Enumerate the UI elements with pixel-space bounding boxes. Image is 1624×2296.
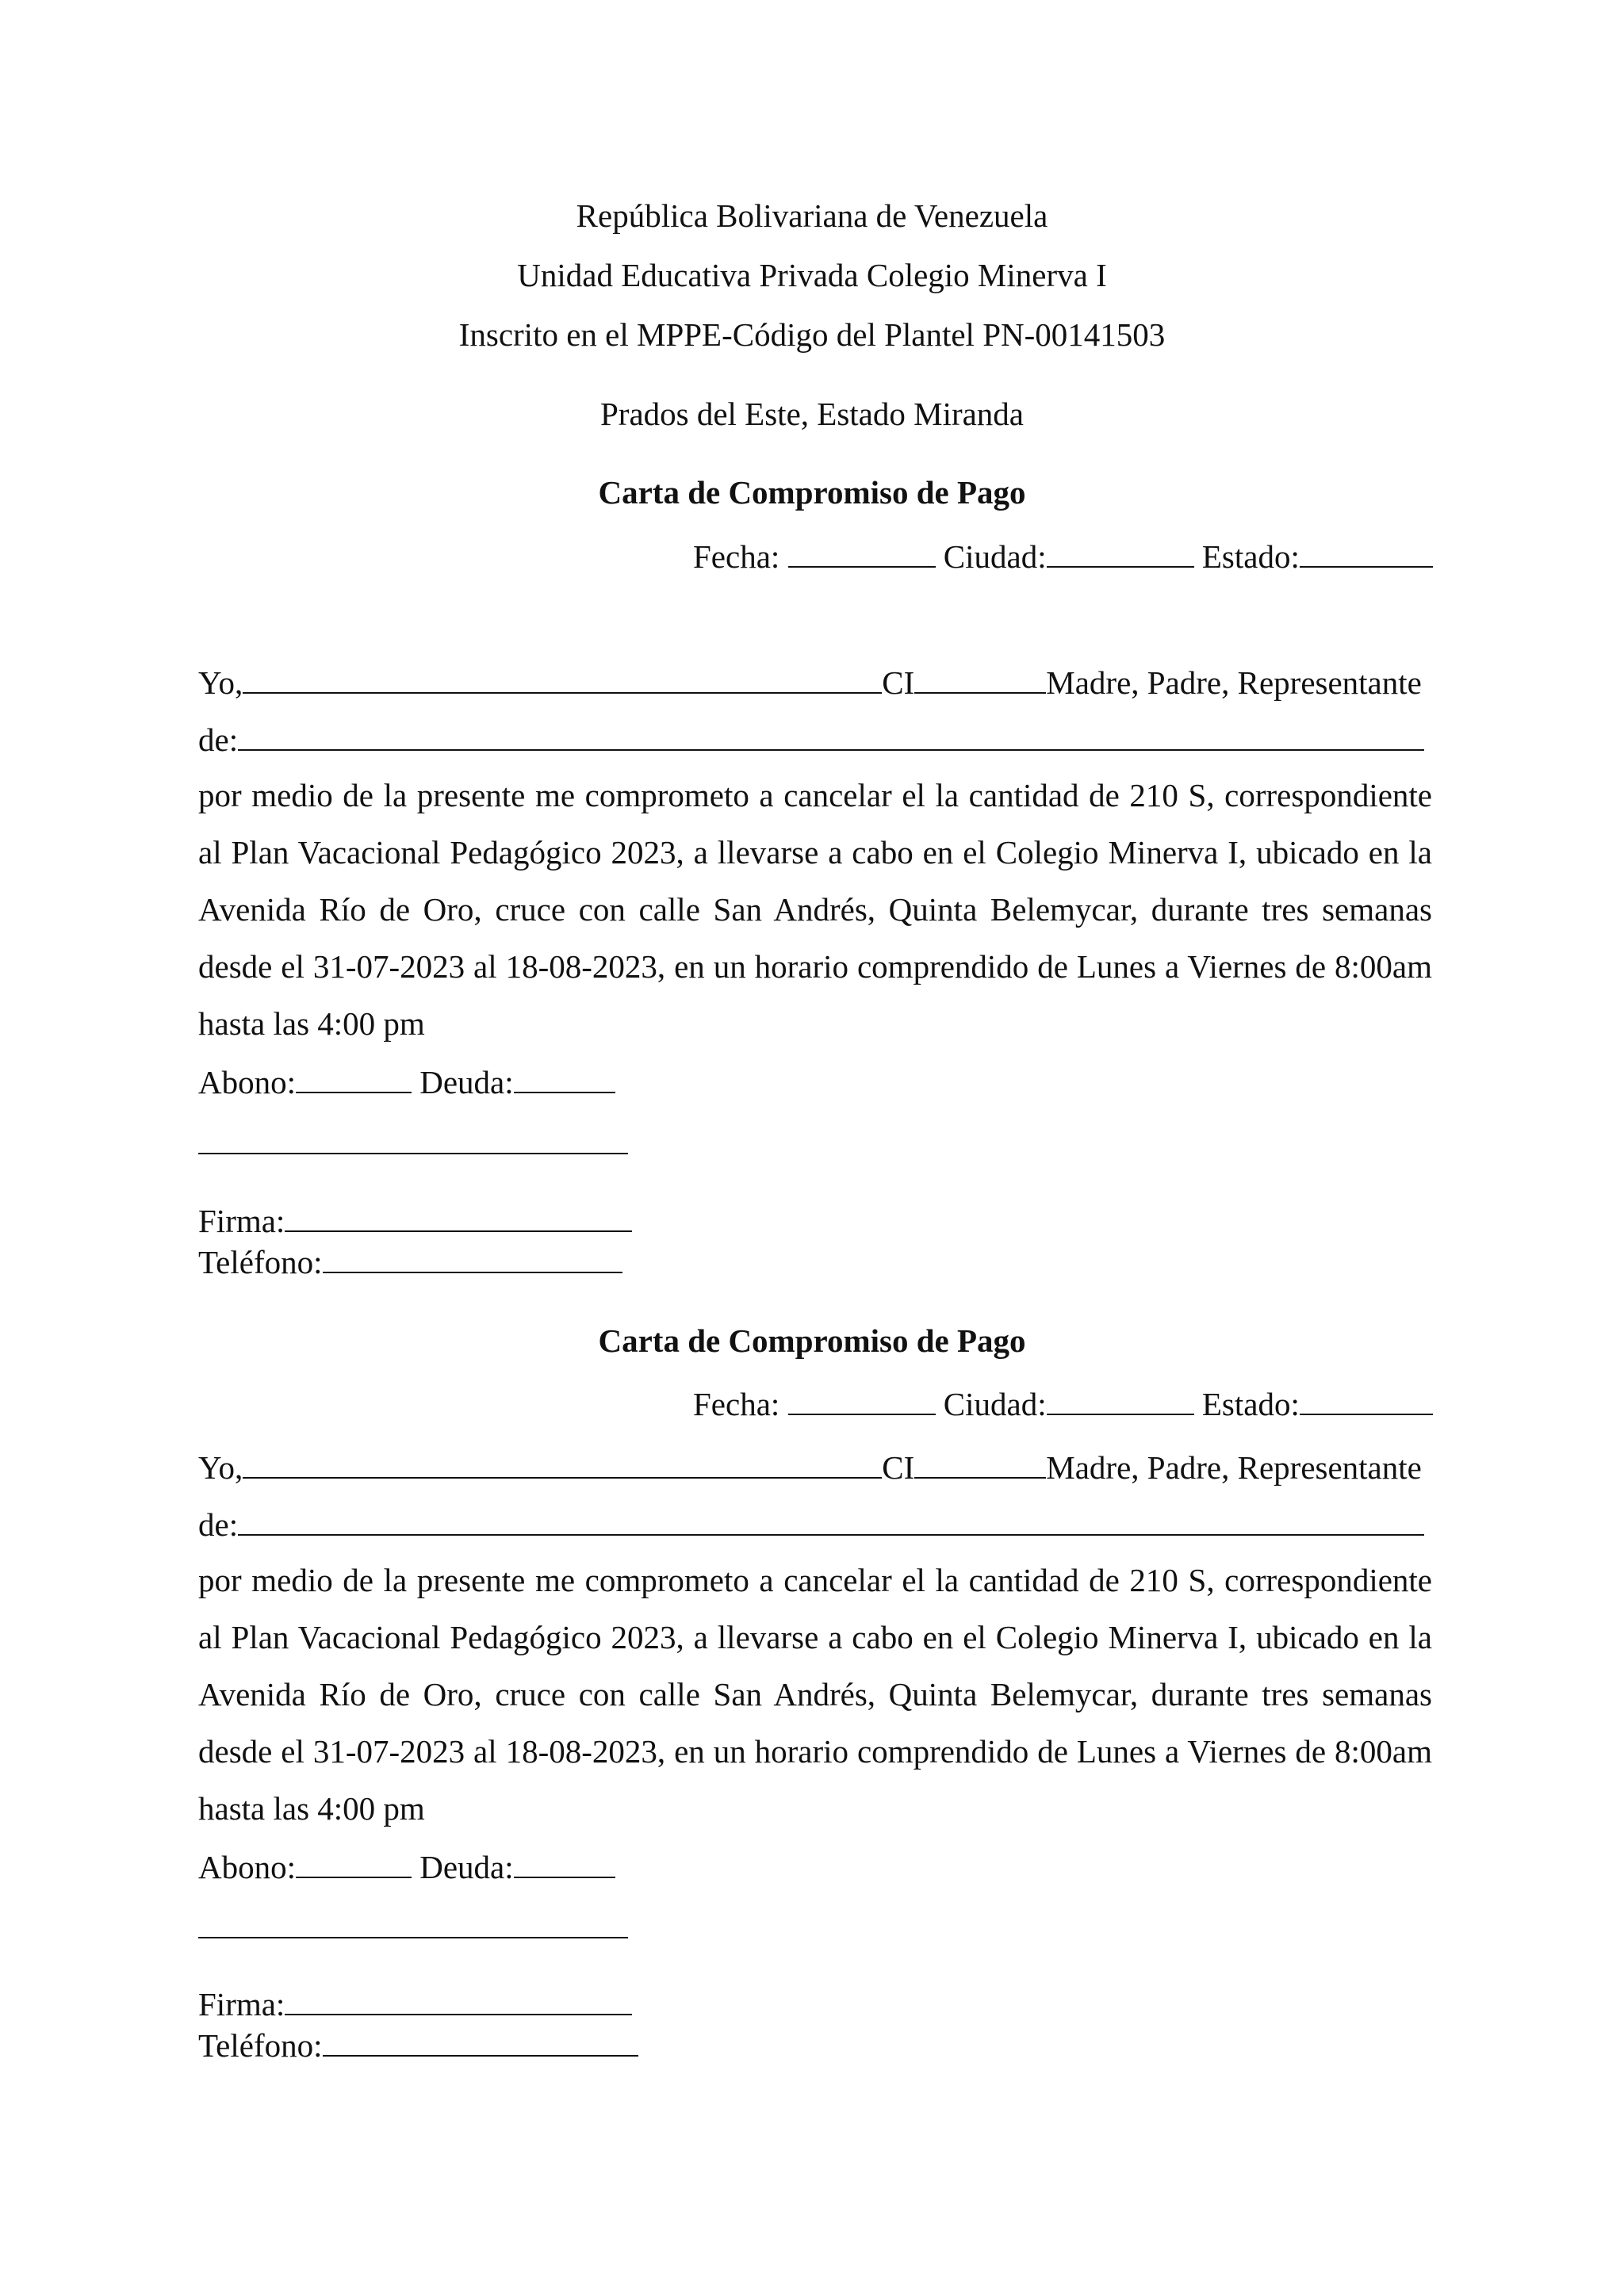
header-country: República Bolivariana de Venezuela: [576, 197, 1048, 234]
firma-blank[interactable]: [285, 1987, 632, 2015]
telefono-blank[interactable]: [323, 1245, 622, 1273]
fecha-label: Fecha:: [693, 1386, 780, 1422]
firma-blank[interactable]: [285, 1203, 632, 1232]
yo-row: [198, 665, 1422, 699]
estado-blank[interactable]: [1300, 1387, 1433, 1415]
ci-blank[interactable]: [914, 1450, 1046, 1479]
body-line: desde el 31-07-2023 al 18-08-2023, en un horario comprendido de Lunes a Viernes de 8:00am: [198, 948, 1432, 985]
ciudad-blank[interactable]: [1047, 1387, 1194, 1415]
student-blank[interactable]: [238, 722, 1424, 751]
name-blank[interactable]: [243, 1450, 882, 1479]
firma-row: [198, 1987, 632, 2021]
abono-deuda-row: [198, 1850, 615, 1884]
relation-label: Madre, Padre, Representante: [1046, 664, 1422, 701]
name-blank[interactable]: [243, 665, 882, 694]
telefono-row: [198, 2028, 638, 2062]
estado-blank[interactable]: [1300, 539, 1433, 568]
fecha-label: Fecha:: [693, 538, 780, 575]
de-label: de:: [198, 721, 239, 758]
yo-label: Yo,: [198, 1449, 243, 1486]
body-line: por medio de la presente me comprometo a cancelar el la cantidad de 210 S, correspondiente: [198, 1562, 1432, 1598]
header-location: Prados del Este, Estado Miranda: [599, 396, 1025, 432]
ci-blank[interactable]: [914, 665, 1046, 694]
student-blank[interactable]: [238, 1507, 1424, 1536]
de-row: [198, 722, 1424, 756]
de-row: [198, 1507, 1424, 1541]
deuda-label: Deuda:: [419, 1849, 514, 1885]
firma-label: Firma:: [198, 1203, 285, 1239]
form-title: Carta de Compromiso de Pago: [598, 1322, 1026, 1359]
header-school: Unidad Educativa Privada Colegio Minerva I: [517, 257, 1107, 293]
body-line: Avenida Río de Oro, cruce con calle San Andrés, Quinta Belemycar, durante tres semanas: [198, 1676, 1432, 1712]
body-line: hasta las 4:00 pm: [198, 1790, 425, 1827]
ciudad-blank[interactable]: [1047, 539, 1194, 568]
body-line: al Plan Vacacional Pedagógico 2023, a llevarse a cabo en el Colegio Minerva I, ubicado en la: [198, 1619, 1432, 1655]
abono-blank[interactable]: [296, 1065, 412, 1093]
signature-line[interactable]: [198, 1153, 628, 1154]
telefono-label: Teléfono:: [198, 2027, 323, 2064]
ci-label: CI: [882, 664, 915, 701]
fecha-blank[interactable]: [788, 1387, 936, 1415]
date-city-state-row: [693, 1387, 1433, 1421]
estado-label: Estado:: [1201, 1386, 1300, 1422]
ciudad-label: Ciudad:: [943, 1386, 1047, 1422]
firma-label: Firma:: [198, 1986, 285, 2022]
form-title: Carta de Compromiso de Pago: [598, 474, 1026, 511]
header-registration: Inscrito en el MPPE-Código del Plantel PN-00141503: [458, 316, 1166, 353]
body-line: desde el 31-07-2023 al 18-08-2023, en un horario comprendido de Lunes a Viernes de 8:00am: [198, 1733, 1432, 1770]
deuda-blank[interactable]: [514, 1065, 615, 1093]
signature-line[interactable]: [198, 1937, 628, 1938]
yo-label: Yo,: [198, 664, 243, 701]
yo-row: [198, 1450, 1422, 1484]
telefono-blank[interactable]: [323, 2028, 638, 2057]
body-line: al Plan Vacacional Pedagógico 2023, a llevarse a cabo en el Colegio Minerva I, ubicado en la: [198, 834, 1432, 871]
abono-label: Abono:: [198, 1064, 296, 1100]
deuda-label: Deuda:: [419, 1064, 514, 1100]
date-city-state-row: [693, 539, 1433, 573]
ci-label: CI: [882, 1449, 915, 1486]
deuda-blank[interactable]: [514, 1850, 615, 1878]
telefono-row: [198, 1245, 622, 1279]
de-label: de:: [198, 1506, 239, 1543]
body-line: hasta las 4:00 pm: [198, 1005, 425, 1042]
abono-deuda-row: [198, 1065, 615, 1099]
estado-label: Estado:: [1201, 538, 1300, 575]
telefono-label: Teléfono:: [198, 1244, 323, 1280]
ciudad-label: Ciudad:: [943, 538, 1047, 575]
body-line: Avenida Río de Oro, cruce con calle San Andrés, Quinta Belemycar, durante tres semanas: [198, 891, 1432, 928]
relation-label: Madre, Padre, Representante: [1046, 1449, 1422, 1486]
abono-label: Abono:: [198, 1849, 296, 1885]
firma-row: [198, 1203, 632, 1238]
abono-blank[interactable]: [296, 1850, 412, 1878]
fecha-blank[interactable]: [788, 539, 936, 568]
body-line: por medio de la presente me comprometo a cancelar el la cantidad de 210 S, correspondiente: [198, 777, 1432, 813]
